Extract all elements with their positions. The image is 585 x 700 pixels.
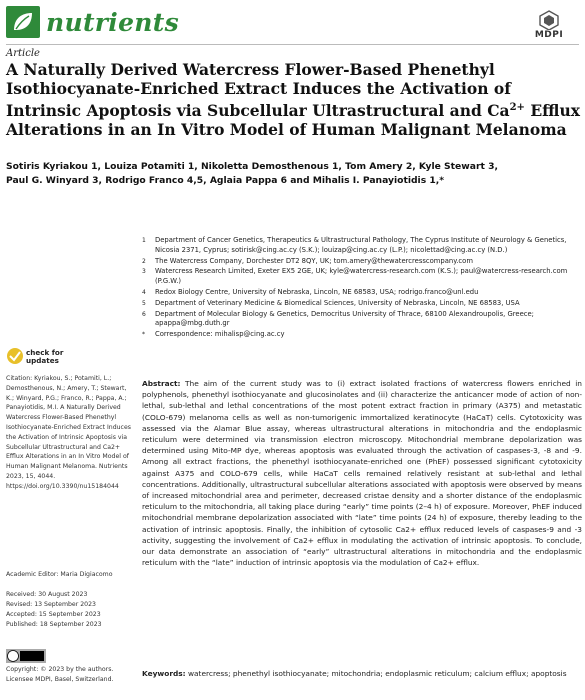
affiliation-text: Department of Veterinary Medicine & Biomedical Sciences, University of Nebraska, Lincoln, NE 68583, USA (155, 298, 520, 307)
affiliation-item (142, 299, 582, 309)
affiliation-item (142, 288, 582, 298)
affiliation-number: 4 (142, 288, 146, 296)
affiliation-text: Department of Molecular Biology & Genetics, Democritus University of Thrace, 68100 Alexandroupolis, Greece; apappa@mbg.duth.gr (155, 309, 534, 328)
cc-license-badge[interactable] (6, 648, 46, 662)
keywords (142, 668, 582, 679)
affiliation-item (142, 330, 582, 340)
keywords-label: Keywords: (142, 669, 186, 678)
date-received: Received: 30 August 2023 (6, 591, 88, 598)
update-bookmark-icon (6, 347, 24, 369)
affiliation-text: Redox Biology Centre, University of Nebraska, Lincoln, NE 68583, USA; rodrigo.franco@unl.edu (155, 287, 479, 296)
keywords-text: watercress; phenethyl isothiocyanate; mitochondria; endoplasmic reticulum; calcium efflux; apoptosis (187, 669, 567, 678)
publisher-logo[interactable] (521, 10, 577, 38)
affiliation-number: 6 (142, 310, 146, 318)
mdpi-hexagon-icon (531, 10, 567, 30)
citation-block (6, 374, 134, 492)
author-list (6, 160, 581, 188)
citation-text[interactable]: Kyriakou, S.; Potamiti, L.; Demosthenous, N.; Amery, T.; Stewart, K.; Winyard, P.G.; Franco, R.; Pappa, A.; Panayiotidis, M.I. A Naturally Derived Watercress Flower-Based Phenethyl Isothiocyanate-Enriched Extract Induces the Activation of Intrinsic Apoptosis via Subcellular Ultrastructural and Ca2+ Efflux Alterations in an In Vitro Model of Human Malignant Melanoma. Nutrients 2023, 15, 4044. https://doi.org/10.3390/nu15184044 (6, 375, 131, 490)
academic-editor: Academic Editor: Maria Digiacomo (6, 571, 113, 578)
publication-dates (6, 590, 134, 630)
title-superscript: 2+ (509, 102, 525, 113)
affiliation-item (142, 257, 582, 267)
affiliation-item (142, 267, 582, 287)
date-revised: Revised: 13 September 2023 (6, 601, 96, 608)
journal-logo[interactable] (6, 6, 40, 38)
affiliation-text: Department of Cancer Genetics, Therapeutics & Ultrastructural Pathology, The Cyprus Institute of Neurology & Genetics, Nicosia 2371, Cyprus; sotirisk@cing.ac.cy (S.K.); louizap@cing.ac.cy (L.P.); nicolettad@cing.ac.cy (N.D.) (155, 236, 567, 254)
affiliation-text: Correspondence: mihalisp@cing.ac.cy (155, 330, 285, 339)
creative-commons-icon (6, 649, 46, 663)
citation-label: Citation: (6, 375, 33, 382)
title-part-2: Efflux Alterations in an In Vitro Model of Human Malignant Melanoma (6, 101, 580, 140)
affiliations (142, 236, 582, 341)
affiliation-text: Watercress Research Limited, Exeter EX5 2GE, UK; kyle@watercress-research.com (K.S.); paul@watercress-research.com (P.G.W.) (155, 267, 568, 286)
abstract (142, 378, 582, 568)
journal-name[interactable]: nutrients (46, 8, 179, 37)
title-part-1: A Naturally Derived Watercress Flower-Based Phenethyl Isothiocyanate-Enriched Extract Induces the Activation of Intrinsic Apoptosis via Subcellular Ultrastructural and Ca (6, 60, 511, 121)
affiliation-number: 3 (142, 268, 146, 276)
affiliation-number: 2 (142, 257, 146, 265)
date-accepted: Accepted: 15 September 2023 (6, 611, 101, 618)
date-published: Published: 18 September 2023 (6, 621, 102, 628)
abstract-label: Abstract: (142, 379, 181, 388)
publisher-name: MDPI (534, 30, 564, 40)
header-divider (6, 44, 579, 45)
affiliation-item (142, 310, 582, 330)
article-title (6, 60, 581, 139)
affiliation-number: 1 (142, 237, 146, 244)
article-type: Article (6, 48, 40, 59)
affiliation-text: The Watercress Company, Dorchester DT2 8QY, UK; tom.amery@thewatercresscompany.com (155, 256, 473, 265)
check-for-updates-badge[interactable] (6, 347, 66, 373)
authors-line-2[interactable]: Paul G. Winyard 3, Rodrigo Franco 4,5, Aglaia Pappa 6 and Mihalis I. Panayiotidis 1,* (6, 175, 445, 186)
check-for-updates-label: check for updates (26, 348, 64, 365)
affiliation-number: * (142, 331, 145, 339)
affiliation-item (142, 236, 582, 256)
authors-line-1[interactable]: Sotiris Kyriakou 1, Louiza Potamiti 1, Nikoletta Demosthenous 1, Tom Amery 2, Kyle Stewart 3, (6, 161, 498, 172)
abstract-text: The aim of the current study was to (i) extract isolated fractions of watercress flowers enriched in polyphenols, phenethyl isothiocyanate and glucosinolates and (ii) characterize the anticancer mode of action of non-lethal, sub-lethal and lethal concentrations of the most potent extract fraction in primary (A375) and metastatic (COLO-679) melanoma cells as well as non-tumorigenic immortalized keratinocyte (HaCaT) cells. Cytotoxicity was assessed via the Alamar Blue assay, whereas ultrastructural alterations in mitochondria and the endoplasmic reticulum were determined via transmission electron microscopy. Mitochondrial membrane depolarization was determined using Mito-MP dye, whereas apoptosis was evaluated through the activation of caspases-3, -8 and -9. Among all extract fractions, the phenethyl isothiocyanate-enriched one (PhEF) possessed significant cytotoxicity against A375 and COLO-679 cells, while HaCaT cells remained relatively resistant at sub-lethal and lethal concentrations. Additionally, ultrastructural subcellular alterations associated with apoptosis were observed by means of increased mitochondrial area and perimeter, decreased cristae density and a shorter distance of the endoplasmic reticulum to the mitochondria, all taking place during “early” time points (2–4 h) of exposure. Moreover, PhEF induced mitochondrial membrane depolarization associated with “late” time points (24 h) of exposure, thereby leading to the activation of intrinsic apoptosis. Finally, the inhibition of cytosolic Ca2+ efflux reduced levels of caspases-9 and -3 activity, suggesting the involvement of Ca2+ efflux in modulating the activation of intrinsic apoptosis. To conclude, our data demonstrate an association of “early” ultrastructural alterations in mitochondria and the endoplasmic reticulum with the “late” induction of intrinsic apoptosis via the modulation of Ca2+ efflux. (142, 379, 582, 568)
affiliation-number: 5 (142, 299, 146, 307)
copyright-notice: Copyright: © 2023 by the authors. Licensee MDPI, Basel, Switzerland. (6, 666, 114, 683)
leaf-icon (10, 10, 36, 34)
journal-header (6, 6, 579, 46)
